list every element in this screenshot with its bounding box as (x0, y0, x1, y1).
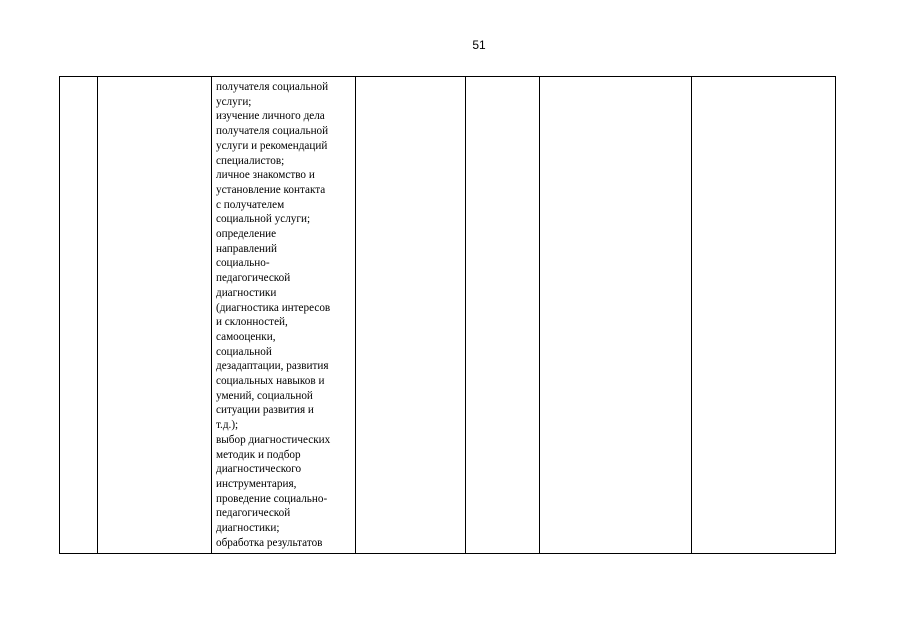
cell-text-line: самооценки, (216, 330, 276, 343)
cell-text-line: и склонностей, (216, 316, 288, 329)
cell-text-line: обработка результатов (216, 536, 323, 549)
cell-text-line: т.д.); (216, 419, 239, 432)
cell-text-line: методик и подбор (216, 448, 301, 461)
cell-text-line: диагностики (216, 286, 277, 299)
cell-text-line: социальной (216, 345, 272, 358)
cell-text-line: социальных навыков и (216, 375, 325, 388)
cell-text-line: социальной услуги; (216, 213, 311, 226)
table-cell-col1 (60, 77, 98, 554)
page-number: 51 (472, 38, 486, 52)
table-row (60, 77, 836, 554)
table-cell-col2 (98, 77, 212, 554)
cell-text-line: ситуации развития и (216, 404, 314, 417)
table-cell-services-description (212, 77, 356, 554)
cell-text-line: определение (216, 228, 277, 241)
cell-text-line: (диагностика интересов (216, 301, 331, 314)
cell-text-line: направлений (216, 242, 277, 255)
table-cell-col4 (356, 77, 466, 554)
cell-text-line: умений, социальной (216, 389, 313, 402)
document-table (59, 76, 836, 554)
cell-text-line: изучение личного дела (216, 110, 325, 123)
cell-text-line: диагностики; (216, 522, 280, 535)
cell-text-line: услуги; (216, 95, 252, 108)
cell-text-line: получателя социальной (216, 125, 329, 138)
cell-text-line: выбор диагностических (216, 433, 331, 446)
cell-text-line: установление контакта (216, 183, 326, 196)
cell-text-line: педагогической (216, 272, 291, 285)
cell-text-line: диагностического (216, 463, 302, 476)
cell-text-line: дезадаптации, развития (216, 360, 329, 373)
cell-text-line: специалистов; (216, 154, 285, 167)
table-cell-col6 (540, 77, 692, 554)
cell-text-line: проведение социально- (216, 492, 328, 505)
cell-text-line: личное знакомство и (216, 169, 315, 182)
table-cell-col5 (466, 77, 540, 554)
cell-text-line: социально- (216, 257, 270, 270)
cell-text-line: получателя социальной (216, 81, 329, 93)
cell-text-line: инструментария, (216, 477, 297, 490)
cell-text-line: с получателем (216, 198, 285, 211)
services-description-lines (216, 80, 353, 551)
table-cell-col7 (692, 77, 836, 554)
cell-text-line: педагогической (216, 507, 291, 520)
cell-text-line: услуги и рекомендаций (216, 139, 328, 152)
